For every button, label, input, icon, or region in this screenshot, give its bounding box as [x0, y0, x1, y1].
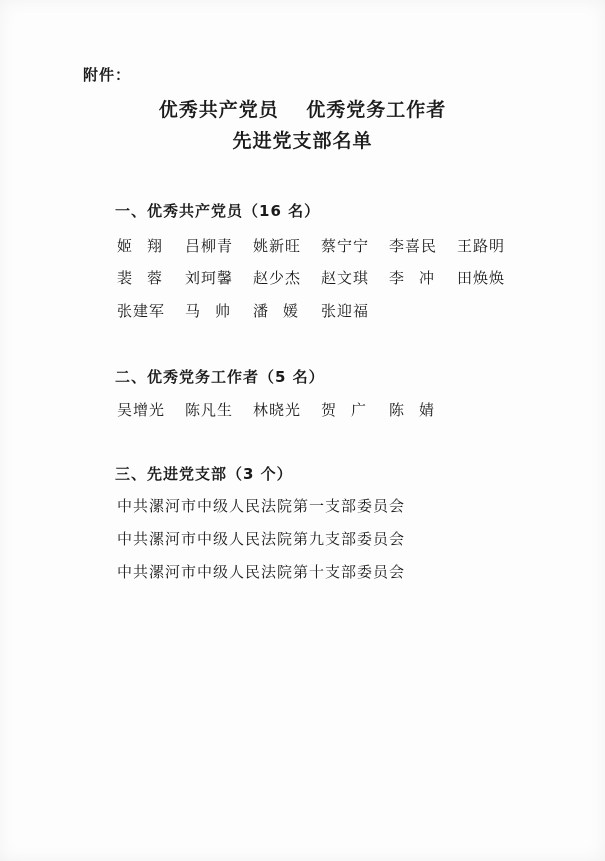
name-entry: 潘 媛: [253, 302, 299, 320]
branch-entry: 中共漯河市中级人民法院第九支部委员会: [117, 530, 406, 548]
names-row: [117, 267, 525, 291]
names-row: [117, 399, 457, 423]
name-entry: 吴增光: [117, 401, 166, 419]
name-entry: 李 冲: [389, 269, 435, 287]
name-entry: 张迎福: [321, 302, 370, 320]
names-row: [117, 235, 525, 259]
name-entry: 姬 翔: [117, 237, 163, 255]
branch-entry: 中共漯河市中级人民法院第一支部委员会: [117, 497, 406, 515]
section-heading-party-members: 一、优秀共产党员（16 名）: [115, 202, 321, 220]
name-entry: 陈 婧: [389, 401, 435, 419]
name-entry: 蔡宁宁: [321, 237, 370, 255]
branch-entry: 中共漯河市中级人民法院第十支部委员会: [117, 563, 406, 581]
name-entry: 赵少杰: [253, 269, 302, 287]
name-entry: 姚新旺: [253, 237, 302, 255]
section-heading-branches: 三、先进党支部（3 个）: [115, 465, 293, 483]
names-row: [117, 300, 389, 324]
name-entry: 李喜民: [389, 237, 438, 255]
attachment-label: 附件：: [83, 66, 132, 84]
document-title-line-1: 优秀共产党员 优秀党务工作者: [158, 99, 447, 121]
name-entry: 吕柳青: [185, 237, 234, 255]
name-entry: 贺 广: [321, 401, 367, 419]
name-entry: 赵文琪: [321, 269, 370, 287]
name-entry: 田焕焕: [457, 269, 506, 287]
section-heading-party-workers: 二、优秀党务工作者（5 名）: [115, 368, 325, 386]
name-entry: 马 帅: [185, 302, 231, 320]
name-entry: 裴 蓉: [117, 269, 163, 287]
document-title-line-2: 先进党支部名单: [232, 130, 373, 152]
name-entry: 王路明: [457, 237, 506, 255]
name-entry: 陈凡生: [185, 401, 234, 419]
name-entry: 林晓光: [253, 401, 302, 419]
name-entry: 张建军: [117, 302, 166, 320]
name-entry: 刘珂馨: [185, 269, 234, 287]
